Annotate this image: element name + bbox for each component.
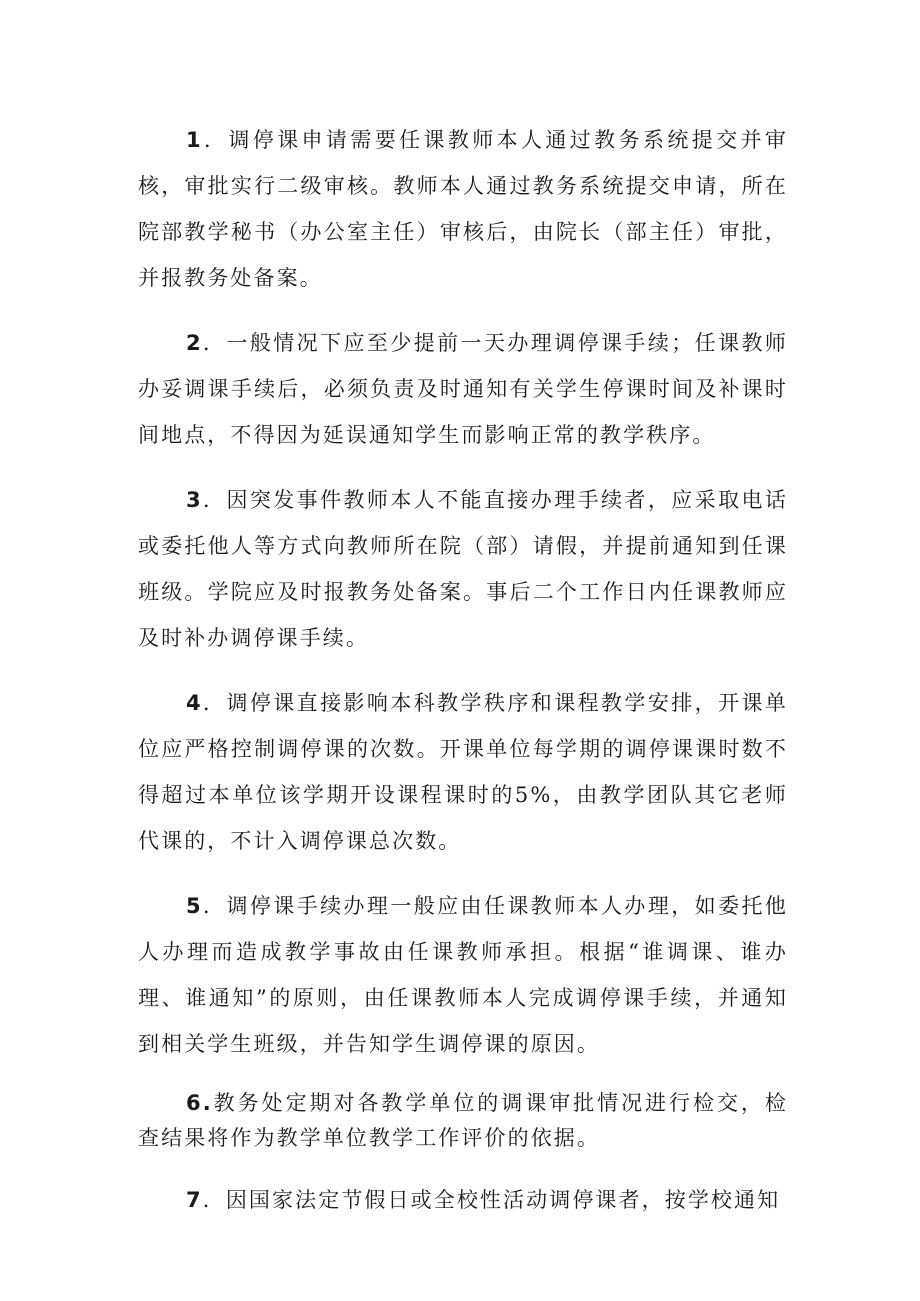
paragraph-6: [138, 1086, 788, 1156]
paragraph-number: 6.: [186, 1091, 213, 1115]
paragraph-number: 4: [186, 691, 203, 715]
paragraph-text: 教务处定期对各教学单位的调课审批情况进行检交，检查结果将作为教学单位教学工作评价的依据。: [138, 1091, 788, 1150]
paragraph-text: ．因突发事件教师本人不能直接办理手续者，应采取电话或委托他人等方式向教师所在院（部）请假，并提前通知到任课班级。学院应及时报教务处备案。事后二个工作日内任课教师应及时补办调停课手续。: [138, 488, 788, 650]
paragraph-text: ．调停课申请需要任课教师本人通过教务系统提交并审核，审批实行二级审核。教师本人通过教务系统提交申请，所在院部教学秘书（办公室主任）审核后，由院长（部主任）审批，并报教务处备案。: [138, 128, 788, 290]
paragraph-number: 3: [186, 488, 203, 512]
paragraph-2: [138, 320, 788, 458]
paragraph-5: [138, 883, 788, 1067]
paragraph-number: 1: [186, 128, 203, 152]
paragraph-number: 5: [186, 894, 203, 918]
paragraph-text: ．调停课手续办理一般应由任课教师本人办理，如委托他人办理而造成教学事故由任课教师承担。根据“谁调课、谁办理、谁通知”的原则，由任课教师本人完成调停课手续，并通知到相关学生班级，并告知学生调停课的原因。: [138, 894, 788, 1056]
paragraph-3: [138, 477, 788, 661]
paragraph-number: 2: [186, 331, 203, 355]
paragraph-text: ．一般情况下应至少提前一天办理调停课手续；任课教师办妥调课手续后，必须负责及时通知有关学生停课时间及补课时间地点，不得因为延误通知学生而影响正常的教学秩序。: [138, 331, 788, 447]
paragraph-1: [138, 117, 788, 301]
paragraph-number: 7: [186, 1188, 203, 1212]
paragraph-text: ．因国家法定节假日或全校性活动调停课者，按学校通知: [202, 1188, 781, 1212]
paragraph-7: [138, 1177, 788, 1223]
document-body: [138, 117, 788, 1242]
paragraph-text: ．调停课直接影响本科教学秩序和课程教学安排，开课单位应严格控制调停课的次数。开课单位每学期的调停课课时数不得超过本单位该学期开设课程课时的5%，由教学团队其它老师代课的，不计入调停课总次数。: [138, 691, 788, 853]
paragraph-4: [138, 680, 788, 864]
